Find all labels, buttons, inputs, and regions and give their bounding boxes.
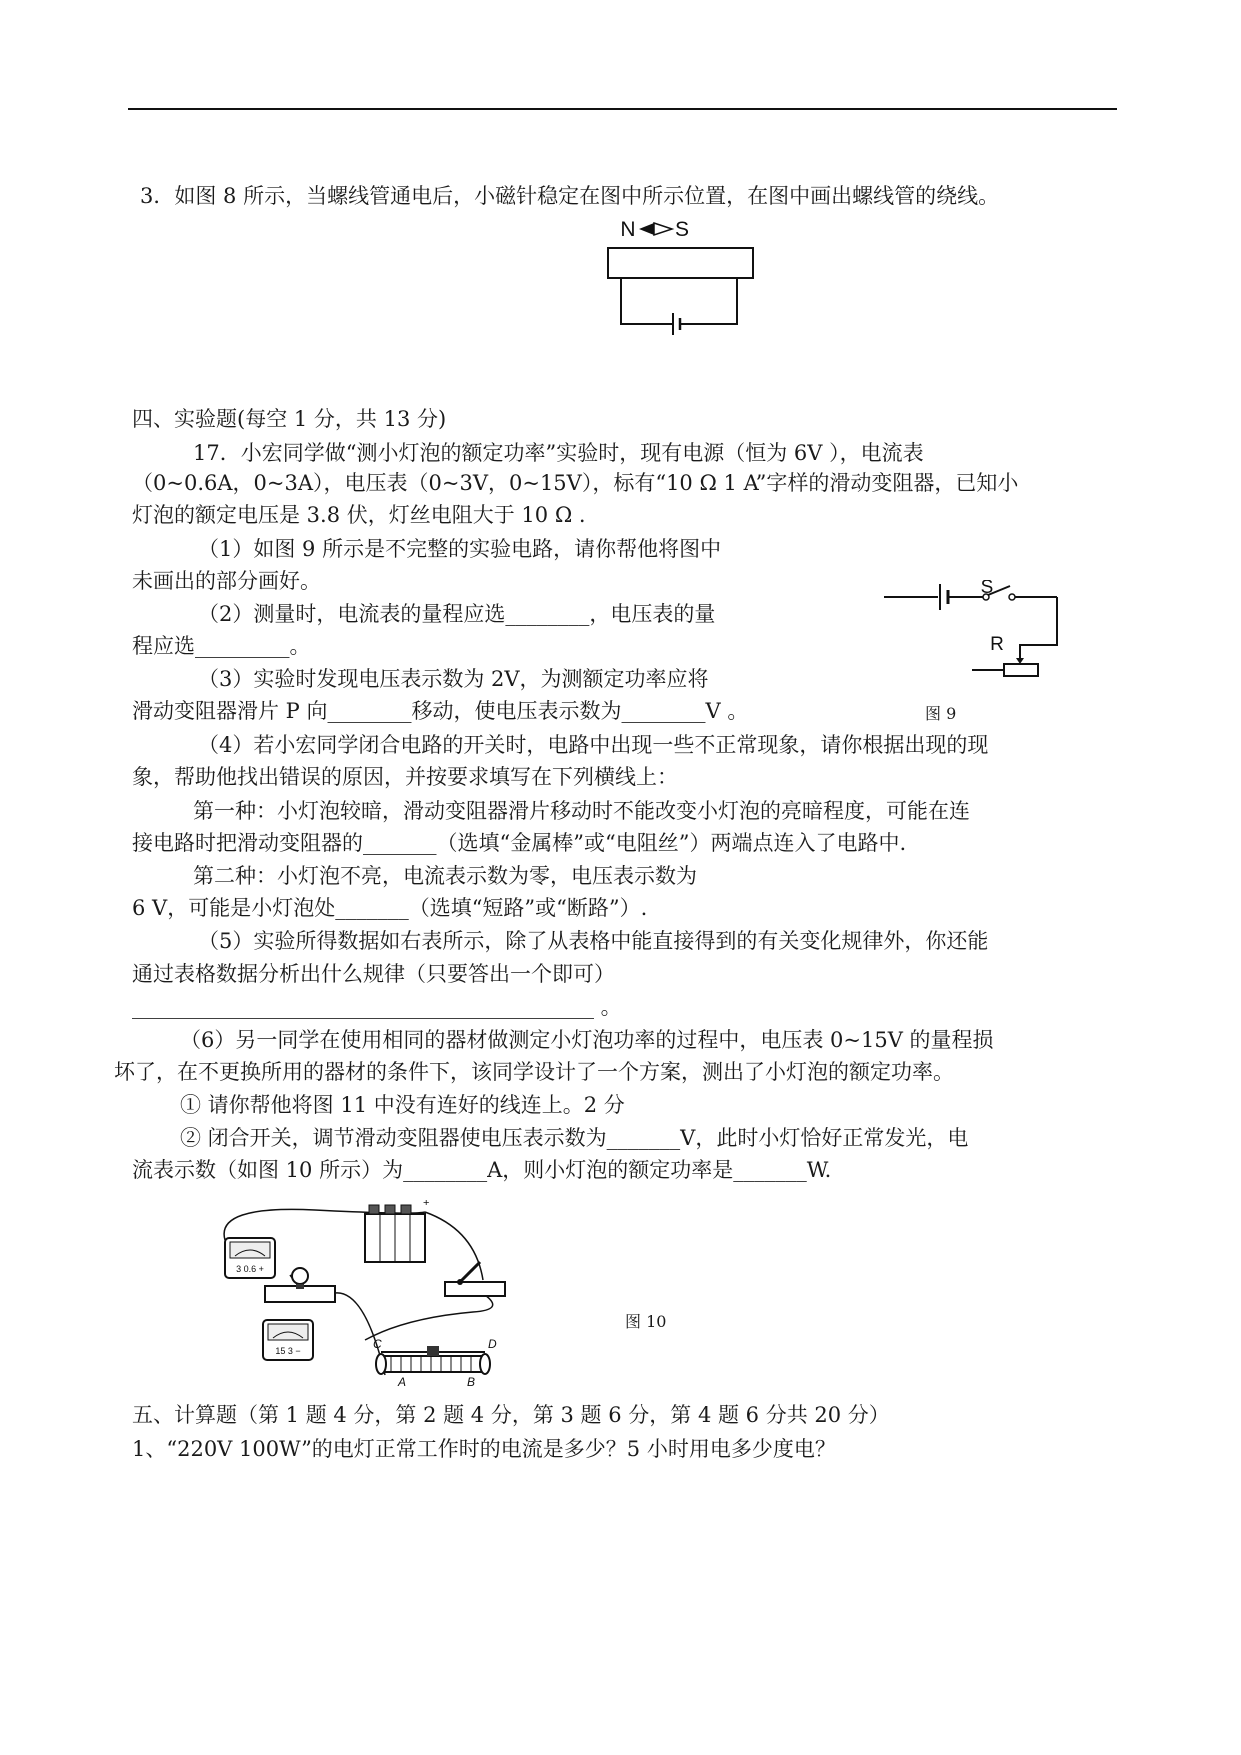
fig10-label-a: A: [398, 1375, 407, 1389]
fig10-wire-rheostat: [365, 1295, 493, 1340]
part5-line-2: 通过表格数据分析出什么规律（只要答出一个即可）: [132, 962, 615, 986]
part5-line-1: （5）实验所得数据如右表所示，除了从表格中能直接得到的有关变化规律外，你还能: [198, 929, 989, 953]
figure-9-circuit: [880, 580, 1080, 680]
fig10-label-d: D: [488, 1337, 497, 1351]
header-rule: [128, 108, 1117, 110]
fig10-plus-label: +: [423, 1200, 430, 1209]
part4-line-3: 第一种：小灯泡较暗，滑动变阻器滑片移动时不能改变小灯泡的亮暗程度，可能在连: [193, 799, 970, 823]
fig10-ammeter-scale: 3 0.6 +: [236, 1264, 264, 1274]
fig10-battery: [365, 1200, 429, 1262]
fig9-rheostat: [1004, 664, 1038, 676]
q17-line-2: （0~0.6A，0~3A），电压表（0~3V，0~15V），标有“10 Ω 1 A”字样的滑动变阻器，已知小: [132, 471, 1019, 495]
fig9-switch-contact-2: [1009, 594, 1015, 600]
part6-item-1: ① 请你帮他将图 11 中没有连好的线连上。2 分: [180, 1093, 625, 1117]
part3-line-2: 滑动变阻器滑片 P 向________移动，使电压表示数为________V 。: [132, 699, 749, 723]
figure-9-caption: 图 9: [925, 704, 957, 723]
part6-line-2: 坏了，在不更换所用的器材的条件下，该同学设计了一个方案，测出了小灯泡的额定功率。: [114, 1060, 954, 1084]
part1-line-1: （1）如图 9 所示是不完整的实验电路，请你帮他将图中: [198, 537, 722, 561]
section5-question-1: 1、“220V 100W”的电灯正常工作时的电流是多少？5 小时用电多少度电？: [132, 1437, 836, 1461]
fig10-label-b: B: [467, 1375, 476, 1389]
part6-item-2-line-2: 流表示数（如图 10 所示）为________A，则小灯泡的额定功率是_______W.: [132, 1158, 832, 1182]
section5-title: 五、计算题（第 1 题 4 分，第 2 题 4 分，第 3 题 6 分，第 4 题 6 分共 20 分）: [132, 1403, 890, 1427]
part2-line-2: 程应选_________。: [132, 634, 311, 658]
needle-north-half: [639, 223, 654, 235]
part6-line-1: （6）另一同学在使用相同的器材做测定小灯泡功率的过程中，电压表 0~15V 的量程损: [180, 1028, 994, 1052]
fig10-ammeter: [225, 1238, 275, 1278]
needle-s-label: S: [674, 218, 690, 241]
fig10-voltmeter: [263, 1320, 313, 1360]
part5-answer-line: ____________________________________________ 。: [132, 995, 622, 1019]
figure-8-solenoid: [598, 212, 758, 337]
solenoid-body: [608, 248, 753, 278]
part2-line-1: （2）测量时，电流表的量程应选________，电压表的量: [198, 602, 716, 626]
needle-n-label: N: [620, 218, 636, 241]
part1-line-2: 未画出的部分画好。: [132, 569, 321, 593]
needle-south-half: [654, 223, 672, 235]
section4-title: 四、实验题(每空 1 分，共 13 分): [132, 407, 447, 431]
part4-line-4: 接电路时把滑动变阻器的_______（选填“金属棒”或“电阻丝”）两端点连入了电路中.: [132, 831, 907, 855]
fig9-r-label: R: [990, 634, 1004, 655]
q17-line-3: 灯泡的额定电压是 3.8 伏，灯丝电阻大于 10 Ω .: [132, 503, 586, 527]
figure-10-apparatus: [205, 1200, 545, 1390]
q3-text: 3．如图 8 所示，当螺线管通电后，小磁针稳定在图中所示位置，在图中画出螺线管的绕线。: [140, 184, 1000, 208]
fig10-slider: [427, 1346, 439, 1356]
fig10-label-c: C: [373, 1337, 382, 1351]
part3-line-1: （3）实验时发现电压表示数为 2V，为测额定功率应将: [198, 667, 709, 691]
part4-line-5: 第二种：小灯泡不亮，电流表示数为零，电压表示数为: [193, 864, 697, 888]
part6-item-2-line-1: ② 闭合开关，调节滑动变阻器使电压表示数为_______V，此时小灯恰好正常发光，电: [180, 1126, 969, 1150]
q17-line-1: 17．小宏同学做“测小灯泡的额定功率”实验时，现有电源（恒为 6V ），电流表: [193, 441, 924, 465]
figure-10-caption: 图 10: [625, 1312, 667, 1331]
fig10-voltmeter-scale: 15 3 −: [275, 1346, 301, 1356]
part4-line-2: 象，帮助他找出错误的原因，并按要求填写在下列横线上：: [132, 765, 678, 789]
fig9-s-label: S: [980, 580, 994, 598]
fig10-rheostat: [373, 1337, 497, 1389]
part4-line-1: （4）若小宏同学闭合电路的开关时，电路中出现一些不正常现象，请你根据出现的现: [198, 733, 989, 757]
fig10-switch: [445, 1262, 505, 1296]
part4-line-6: 6 V，可能是小灯泡处_______（选填“短路”或“断路”）.: [132, 896, 648, 920]
